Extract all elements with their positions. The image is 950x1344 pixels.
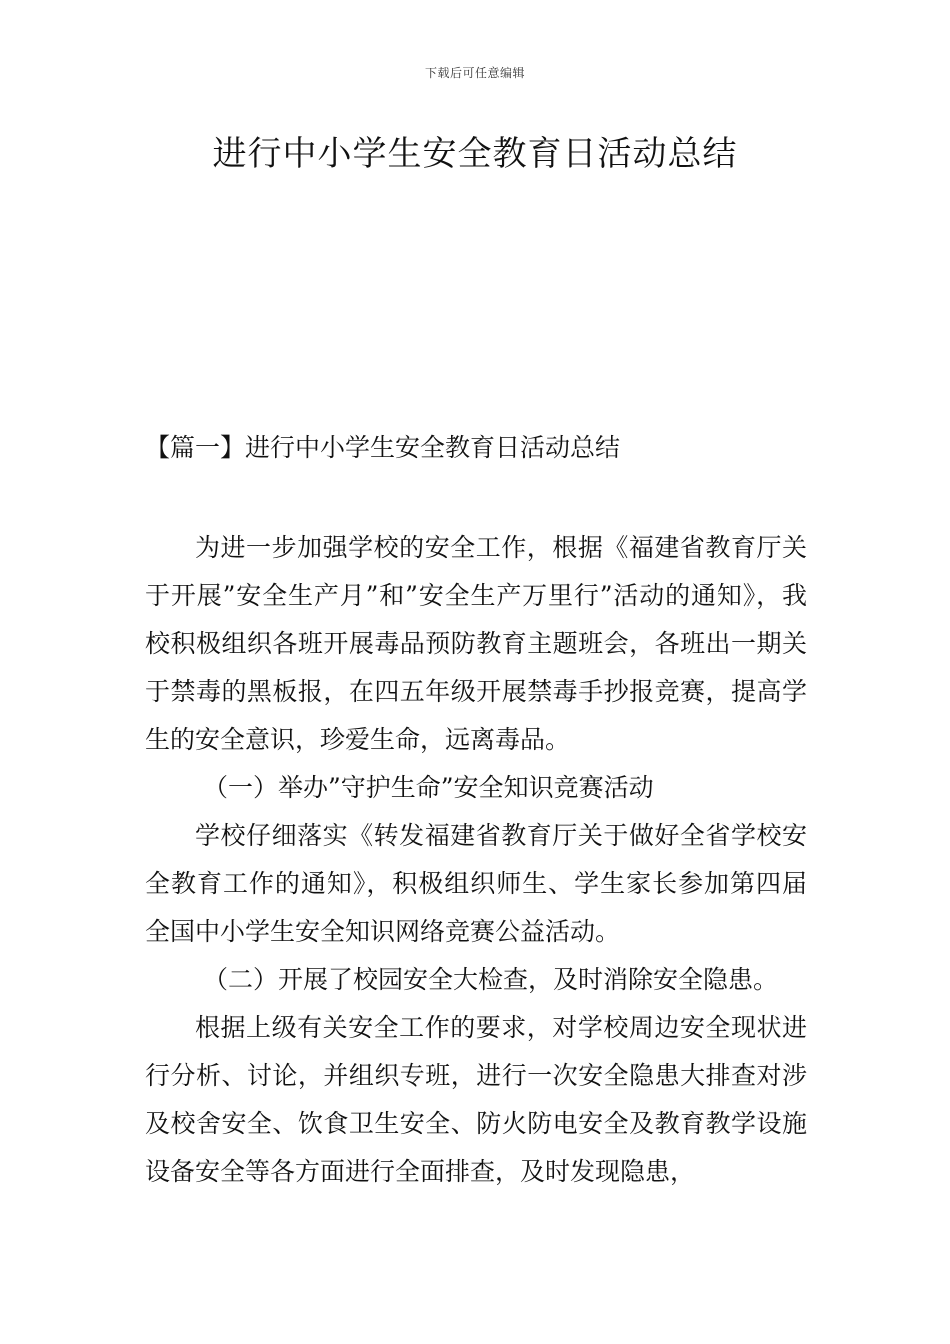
section-heading: 【篇一】进行中小学生安全教育日活动总结 (145, 433, 621, 462)
subheading-one: （一）举办”守护生命”安全知识竞赛活动 (203, 773, 654, 802)
paragraph-inspection: 根据上级有关安全工作的要求，对学校周边安全现状进行分析、讨论，并组织专班，进行一次安全隐患大排查对涉及校舍安全、饮食卫生安全、防火防电安全及教育教学设施设备安全等各方面进行全面排查，及时发现隐患， (145, 1013, 807, 1186)
paragraph-intro: 为进一步加强学校的安全工作，根据《福建省教育厅关于开展”安全生产月”和”安全生产万里行”活动的通知》，我校积极组织各班开展毒品预防教育主题班会，各班出一期关于禁毒的黑板报，在四五年级开展禁毒手抄报竞赛，提高学生的安全意识，珍爱生命，远离毒品。 (145, 533, 807, 754)
header-note: 下载后可任意编辑 (424, 66, 525, 80)
subheading-two: （二）开展了校园安全大检查，及时消除安全隐患。 (203, 965, 779, 994)
paragraph-competition: 学校仔细落实《转发福建省教育厅关于做好全省学校安全教育工作的通知》，积极组织师生、学生家长参加第四届全国中小学生安全知识网络竞赛公益活动。 (145, 821, 807, 946)
document-title: 进行中小学生安全教育日活动总结 (212, 134, 738, 174)
document-body (145, 524, 807, 1196)
